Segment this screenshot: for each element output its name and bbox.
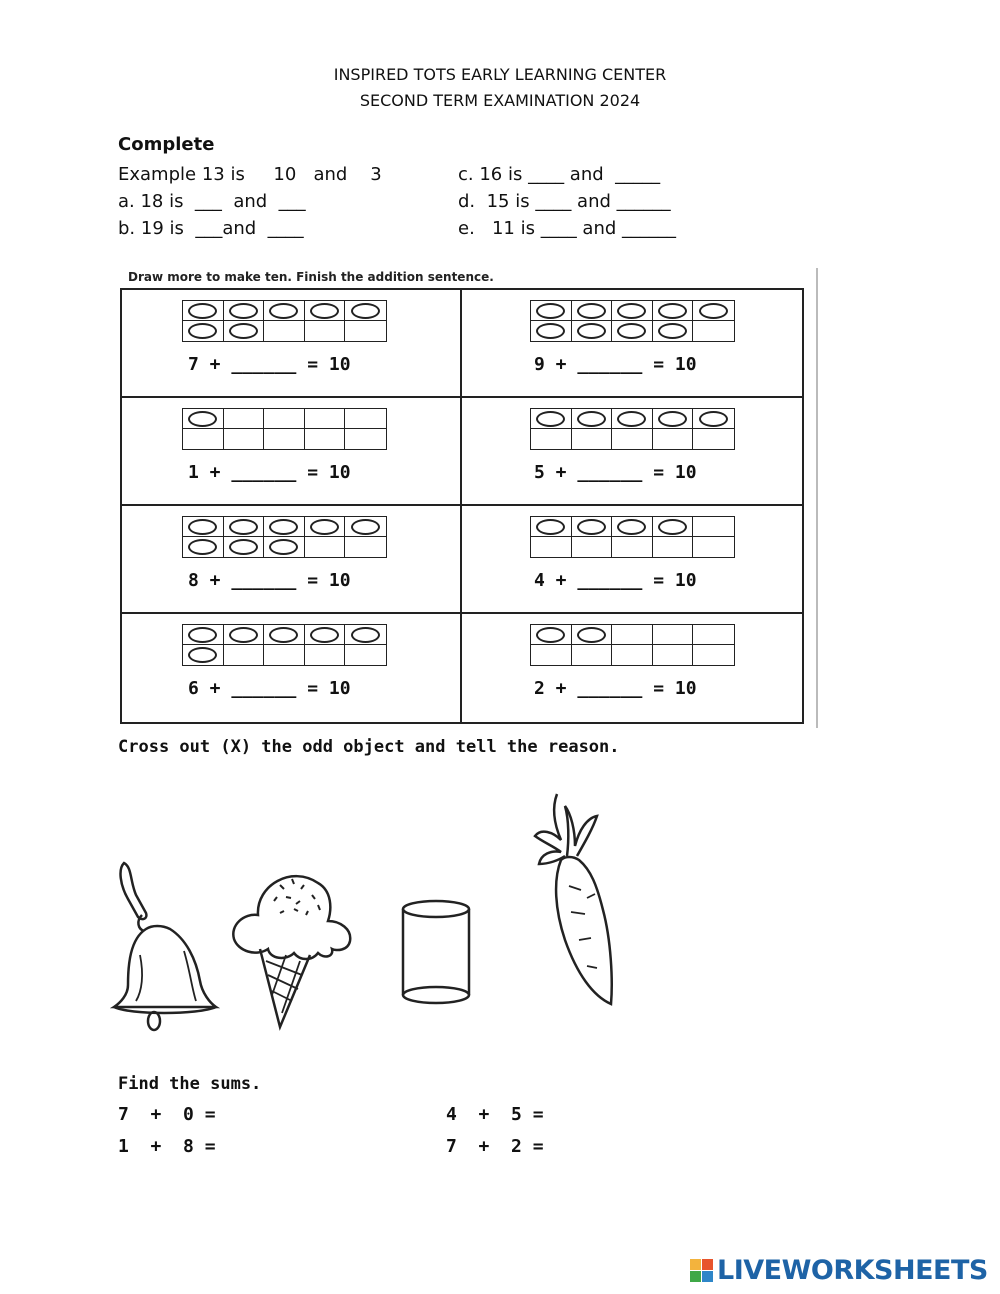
complete-item[interactable]: b. 19 is ___and ____ [118,218,304,239]
complete-row [118,161,758,188]
counter-circle-icon [188,519,217,535]
counter-circle-icon [310,303,339,319]
counter-circle-icon [658,411,687,427]
ten-frame-box[interactable] [693,625,734,645]
counter-circle-icon [351,627,380,643]
complete-row [118,215,758,242]
ten-frame-box[interactable] [531,301,572,321]
ten-frame-grid [120,288,804,724]
ten-frame [182,408,387,450]
sum-problem[interactable]: 1 + 8 = [118,1136,216,1157]
counter-circle-icon [188,627,217,643]
ten-frame-box[interactable] [693,517,734,537]
glass-icon[interactable] [398,895,474,1010]
ten-frame-box[interactable] [345,625,386,645]
ten-frame-box[interactable] [612,625,653,645]
ten-frame-box[interactable] [345,321,386,341]
complete-item[interactable]: Example 13 is 10 and 3 [118,164,382,185]
page-header [0,62,1000,114]
addition-sentence[interactable]: 9 + ______ = 10 [534,354,697,375]
ten-frame-box[interactable] [531,409,572,429]
counter-circle-icon [310,627,339,643]
ten-frame-box[interactable] [653,517,694,537]
logo-square [690,1271,701,1282]
counter-circle-icon [577,519,606,535]
ten-frame-box[interactable] [612,321,653,341]
ice-cream-icon[interactable] [228,865,358,1035]
ten-frame-box[interactable] [183,409,224,429]
addition-sentence[interactable]: 5 + ______ = 10 [534,462,697,483]
counter-circle-icon [617,303,646,319]
ten-frame-box[interactable] [693,537,734,557]
ten-frame-box[interactable] [653,429,694,449]
addition-sentence[interactable]: 7 + ______ = 10 [188,354,351,375]
ten-frame [182,516,387,558]
scan-edge-line [816,268,818,728]
ten-frame-box[interactable] [531,429,572,449]
complete-row [118,188,758,215]
ten-frame-cell [122,614,462,722]
sum-problem[interactable]: 7 + 2 = [446,1136,544,1157]
ten-frame-box[interactable] [653,625,694,645]
ten-frame-box[interactable] [612,517,653,537]
ten-frame-box[interactable] [345,429,386,449]
counter-circle-icon [577,627,606,643]
logo-square [690,1259,701,1270]
counter-circle-icon [699,303,728,319]
ten-frame-box[interactable] [183,429,224,449]
ten-frame-box[interactable] [693,321,734,341]
sums-heading: Find the sums. [118,1074,262,1094]
ten-frame-box[interactable] [612,429,653,449]
counter-circle-icon [269,303,298,319]
ten-frame-box[interactable] [612,301,653,321]
ten-frame-box[interactable] [224,625,265,645]
addition-sentence[interactable]: 8 + ______ = 10 [188,570,351,591]
complete-item[interactable]: a. 18 is ___ and ___ [118,191,306,212]
ten-frame-box[interactable] [531,321,572,341]
ten-frame-box[interactable] [183,517,224,537]
counter-circle-icon [536,411,565,427]
brand-text: LIVEWORKSHEETS [717,1254,988,1286]
complete-item[interactable]: c. 16 is ____ and _____ [458,164,661,185]
addition-sentence[interactable]: 6 + ______ = 10 [188,678,351,699]
ten-frame-box[interactable] [183,625,224,645]
ten-frame-box[interactable] [572,301,613,321]
ten-frame-box[interactable] [345,301,386,321]
counter-circle-icon [351,519,380,535]
ten-frame-box[interactable] [572,645,613,665]
ten-frame-box[interactable] [305,625,346,645]
counter-circle-icon [699,411,728,427]
ten-frame-box[interactable] [693,645,734,665]
ten-frame-box[interactable] [305,645,346,665]
ten-frame-cell [462,506,802,614]
ten-frame-box[interactable] [572,537,613,557]
counter-circle-icon [658,303,687,319]
ten-frame [530,624,735,666]
exam-title: SECOND TERM EXAMINATION 2024 [359,91,641,110]
counter-circle-icon [536,627,565,643]
counter-circle-icon [617,323,646,339]
ten-frame-box[interactable] [305,537,346,557]
counter-circle-icon [310,519,339,535]
ten-frame-box[interactable] [345,517,386,537]
complete-heading: Complete [118,134,215,155]
counter-circle-icon [658,519,687,535]
ten-frame [530,408,735,450]
odd-object-instruction: Cross out (X) the odd object and tell the reason. [118,737,620,757]
ten-frame-cell [462,398,802,506]
liveworksheets-brand[interactable] [690,1252,988,1288]
ten-frame-box[interactable] [653,537,694,557]
ten-frame-box[interactable] [531,537,572,557]
ten-frame-box[interactable] [531,645,572,665]
counter-circle-icon [229,519,258,535]
complete-item[interactable]: d. 15 is ____ and ______ [458,191,671,212]
ten-frame-box[interactable] [183,645,224,665]
counter-circle-icon [351,303,380,319]
ten-frame-cell [122,506,462,614]
logo-square [702,1271,713,1282]
ten-frame-box[interactable] [305,517,346,537]
ten-frame-box[interactable] [531,517,572,537]
carrot-icon[interactable] [525,790,625,1015]
ten-frame-box[interactable] [183,321,224,341]
ten-frame-box[interactable] [572,409,613,429]
ten-frame-box[interactable] [572,517,613,537]
ten-frame-box[interactable] [264,321,305,341]
ten-frame [182,624,387,666]
counter-circle-icon [536,303,565,319]
ten-frame-box[interactable] [305,409,346,429]
ten-frame-instruction: Draw more to make ten. Finish the addition sentence. [128,270,494,284]
ten-frame-box[interactable] [224,645,265,665]
ten-frame-box[interactable] [224,517,265,537]
ten-frame-box[interactable] [572,429,613,449]
counter-circle-icon [188,411,217,427]
ten-frame-cell [122,290,462,398]
counter-circle-icon [577,303,606,319]
ten-frame-cell [462,290,802,398]
ten-frame-box[interactable] [264,409,305,429]
ten-frame-box[interactable] [264,429,305,449]
counter-circle-icon [229,323,258,339]
school-name: INSPIRED TOTS EARLY LEARNING CENTER [333,65,667,84]
sum-problem[interactable]: 7 + 0 = [118,1104,216,1125]
ten-frame-box[interactable] [345,645,386,665]
counter-circle-icon [617,411,646,427]
ten-frame-box[interactable] [264,517,305,537]
counter-circle-icon [269,539,298,555]
ten-frame-box[interactable] [305,301,346,321]
ten-frame-box[interactable] [305,429,346,449]
counter-circle-icon [188,647,217,663]
ten-frame-box[interactable] [224,301,265,321]
ten-frame-cell [462,614,802,722]
addition-sentence[interactable]: 4 + ______ = 10 [534,570,697,591]
ten-frame-box[interactable] [224,429,265,449]
ten-frame-box[interactable] [572,625,613,645]
ten-frame-box[interactable] [264,537,305,557]
complete-section [118,133,758,242]
counter-circle-icon [229,539,258,555]
ten-frame-box[interactable] [183,301,224,321]
bell-icon[interactable] [110,855,225,1035]
counter-circle-icon [229,303,258,319]
ten-frame-box[interactable] [572,321,613,341]
ten-frame-box[interactable] [264,645,305,665]
counter-circle-icon [577,323,606,339]
addition-sentence[interactable]: 1 + ______ = 10 [188,462,351,483]
complete-item[interactable]: e. 11 is ____ and ______ [458,218,676,239]
addition-sentence[interactable]: 2 + ______ = 10 [534,678,697,699]
ten-frame-box[interactable] [264,625,305,645]
ten-frame [530,516,735,558]
ten-frame-box[interactable] [224,537,265,557]
ten-frame-cell [122,398,462,506]
ten-frame-box[interactable] [693,409,734,429]
ten-frame-box[interactable] [531,625,572,645]
counter-circle-icon [577,411,606,427]
counter-circle-icon [658,323,687,339]
ten-frame-box[interactable] [653,321,694,341]
ten-frame-box[interactable] [693,429,734,449]
ten-frame-box[interactable] [653,301,694,321]
counter-circle-icon [188,539,217,555]
counter-circle-icon [269,627,298,643]
counter-circle-icon [617,519,646,535]
counter-circle-icon [269,519,298,535]
logo-square [702,1259,713,1270]
ten-frame-box[interactable] [612,409,653,429]
ten-frame-box[interactable] [305,321,346,341]
ten-frame-box[interactable] [183,537,224,557]
counter-circle-icon [536,323,565,339]
counter-circle-icon [536,519,565,535]
ten-frame-box[interactable] [693,301,734,321]
ten-frame-worksheet [118,266,818,728]
ten-frame-box[interactable] [345,409,386,429]
ten-frame-box[interactable] [224,321,265,341]
counter-circle-icon [188,323,217,339]
ten-frame-box[interactable] [264,301,305,321]
ten-frame [182,300,387,342]
ten-frame-box[interactable] [612,645,653,665]
counter-circle-icon [188,303,217,319]
ten-frame-box[interactable] [653,409,694,429]
ten-frame-box[interactable] [653,645,694,665]
liveworksheets-logo-icon [690,1259,713,1282]
counter-circle-icon [229,627,258,643]
ten-frame [530,300,735,342]
ten-frame-box[interactable] [224,409,265,429]
ten-frame-box[interactable] [345,537,386,557]
sum-problem[interactable]: 4 + 5 = [446,1104,544,1125]
ten-frame-box[interactable] [612,537,653,557]
